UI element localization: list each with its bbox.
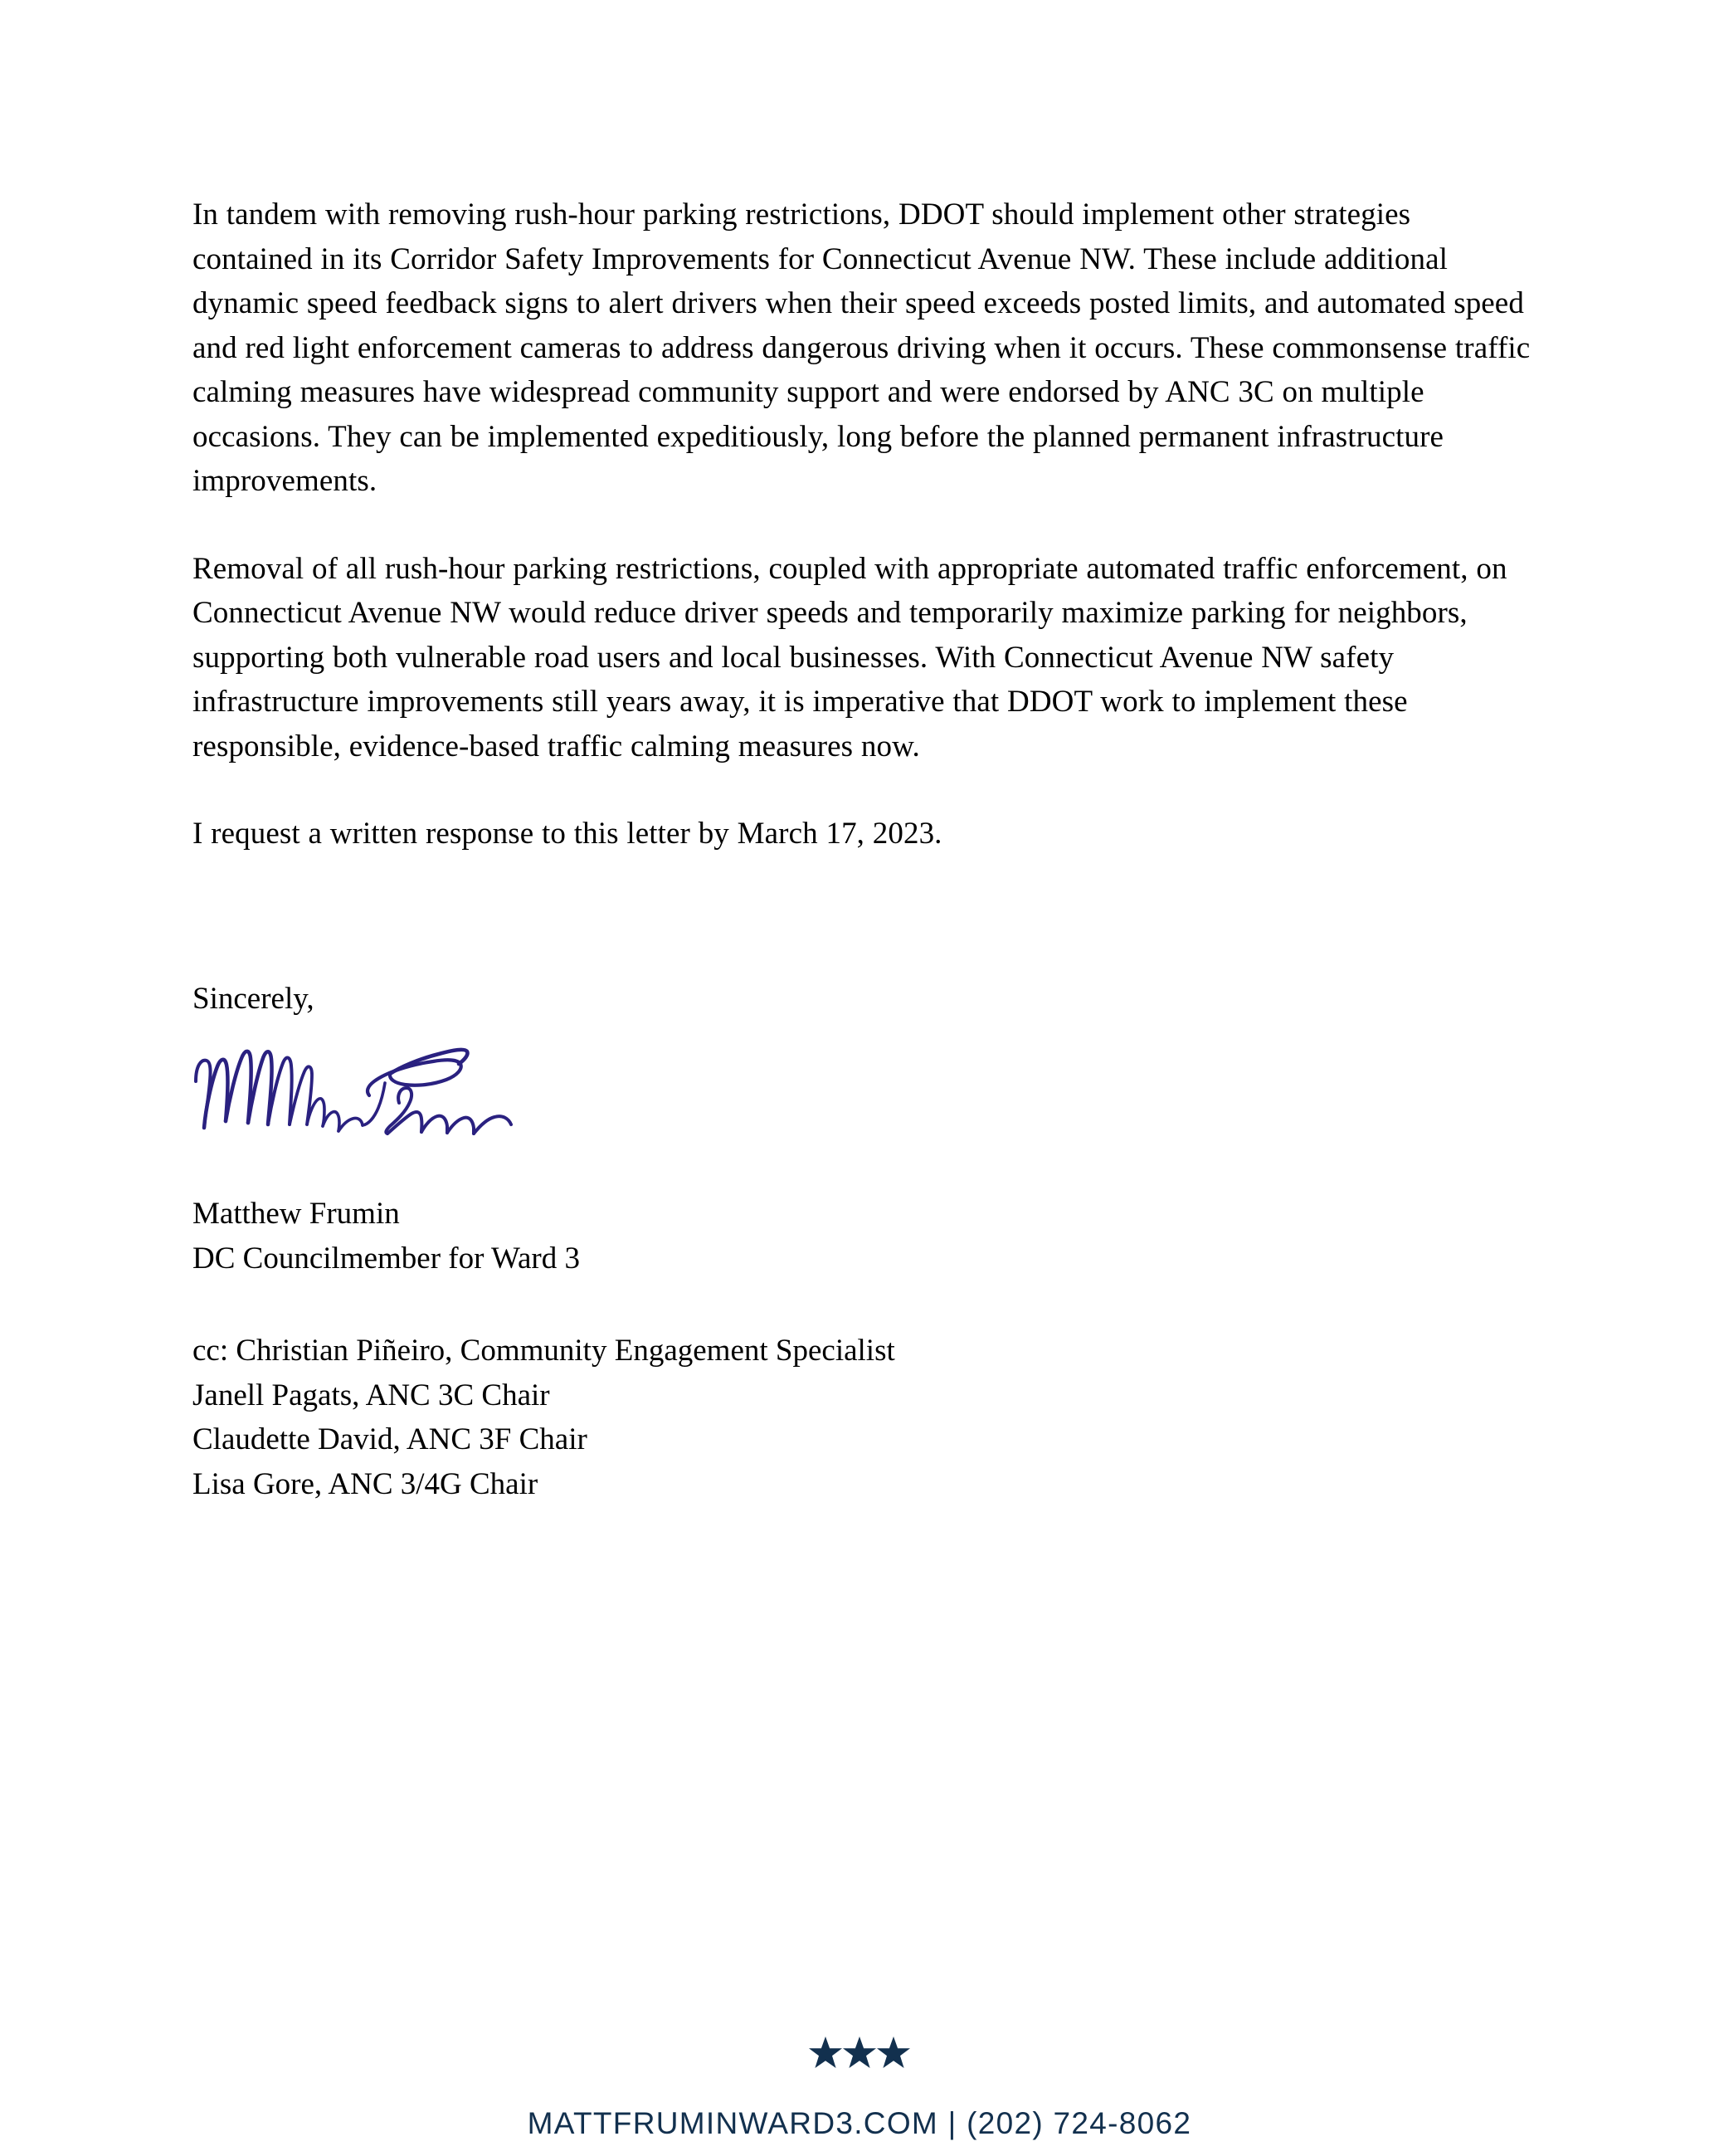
cc-block [192, 1329, 895, 1506]
closing-salutation: Sincerely, [192, 982, 314, 1016]
signer-block [192, 1192, 580, 1280]
letter-body [192, 193, 1535, 856]
signer-name: Matthew Frumin [192, 1197, 400, 1231]
signature-image [184, 1032, 665, 1135]
cc-line-3: Claudette David, ANC 3F Chair [192, 1422, 587, 1456]
paragraph-2: Removal of all rush-hour parking restrictions, coupled with appropriate automated traffic enforcement, on Connecticut Avenue NW would reduce driver speeds and temporarily maximize parking for neighbors, supporting both vulnerable road users and local businesses. With Connecticut Avenue NW safety infrastructure improvements still years away, it is imperative that DDOT work to implement these responsible, evidence-based traffic calming measures now. [192, 551, 1507, 763]
footer-contact-info: MATTFRUMINWARD3.COM | (202) 724-8062 [527, 2106, 1192, 2140]
three-stars-icon [0, 2035, 1719, 2071]
page-footer [0, 2035, 1719, 2141]
paragraph-3: I request a written response to this letter by March 17, 2023. [192, 817, 942, 851]
signer-title: DC Councilmember for Ward 3 [192, 1241, 580, 1276]
cc-line-1: cc: Christian Piñeiro, Community Engagement Specialist [192, 1334, 895, 1368]
cc-line-4: Lisa Gore, ANC 3/4G Chair [192, 1466, 538, 1501]
cc-line-2: Janell Pagats, ANC 3C Chair [192, 1378, 550, 1412]
paragraph-1: In tandem with removing rush-hour parking restrictions, DDOT should implement other strategies contained in its Corridor Safety Improvements for Connecticut Avenue NW. These include additional dynamic speed feedback signs to alert drivers when their speed exceeds posted limits, and automated speed and red light enforcement cameras to address dangerous driving when it occurs. These commonsense traffic calming measures have widespread community support and were endorsed by ANC 3C on multiple occasions. They can be implemented expeditiously, long before the planned permanent infrastructure improvements. [192, 198, 1531, 498]
